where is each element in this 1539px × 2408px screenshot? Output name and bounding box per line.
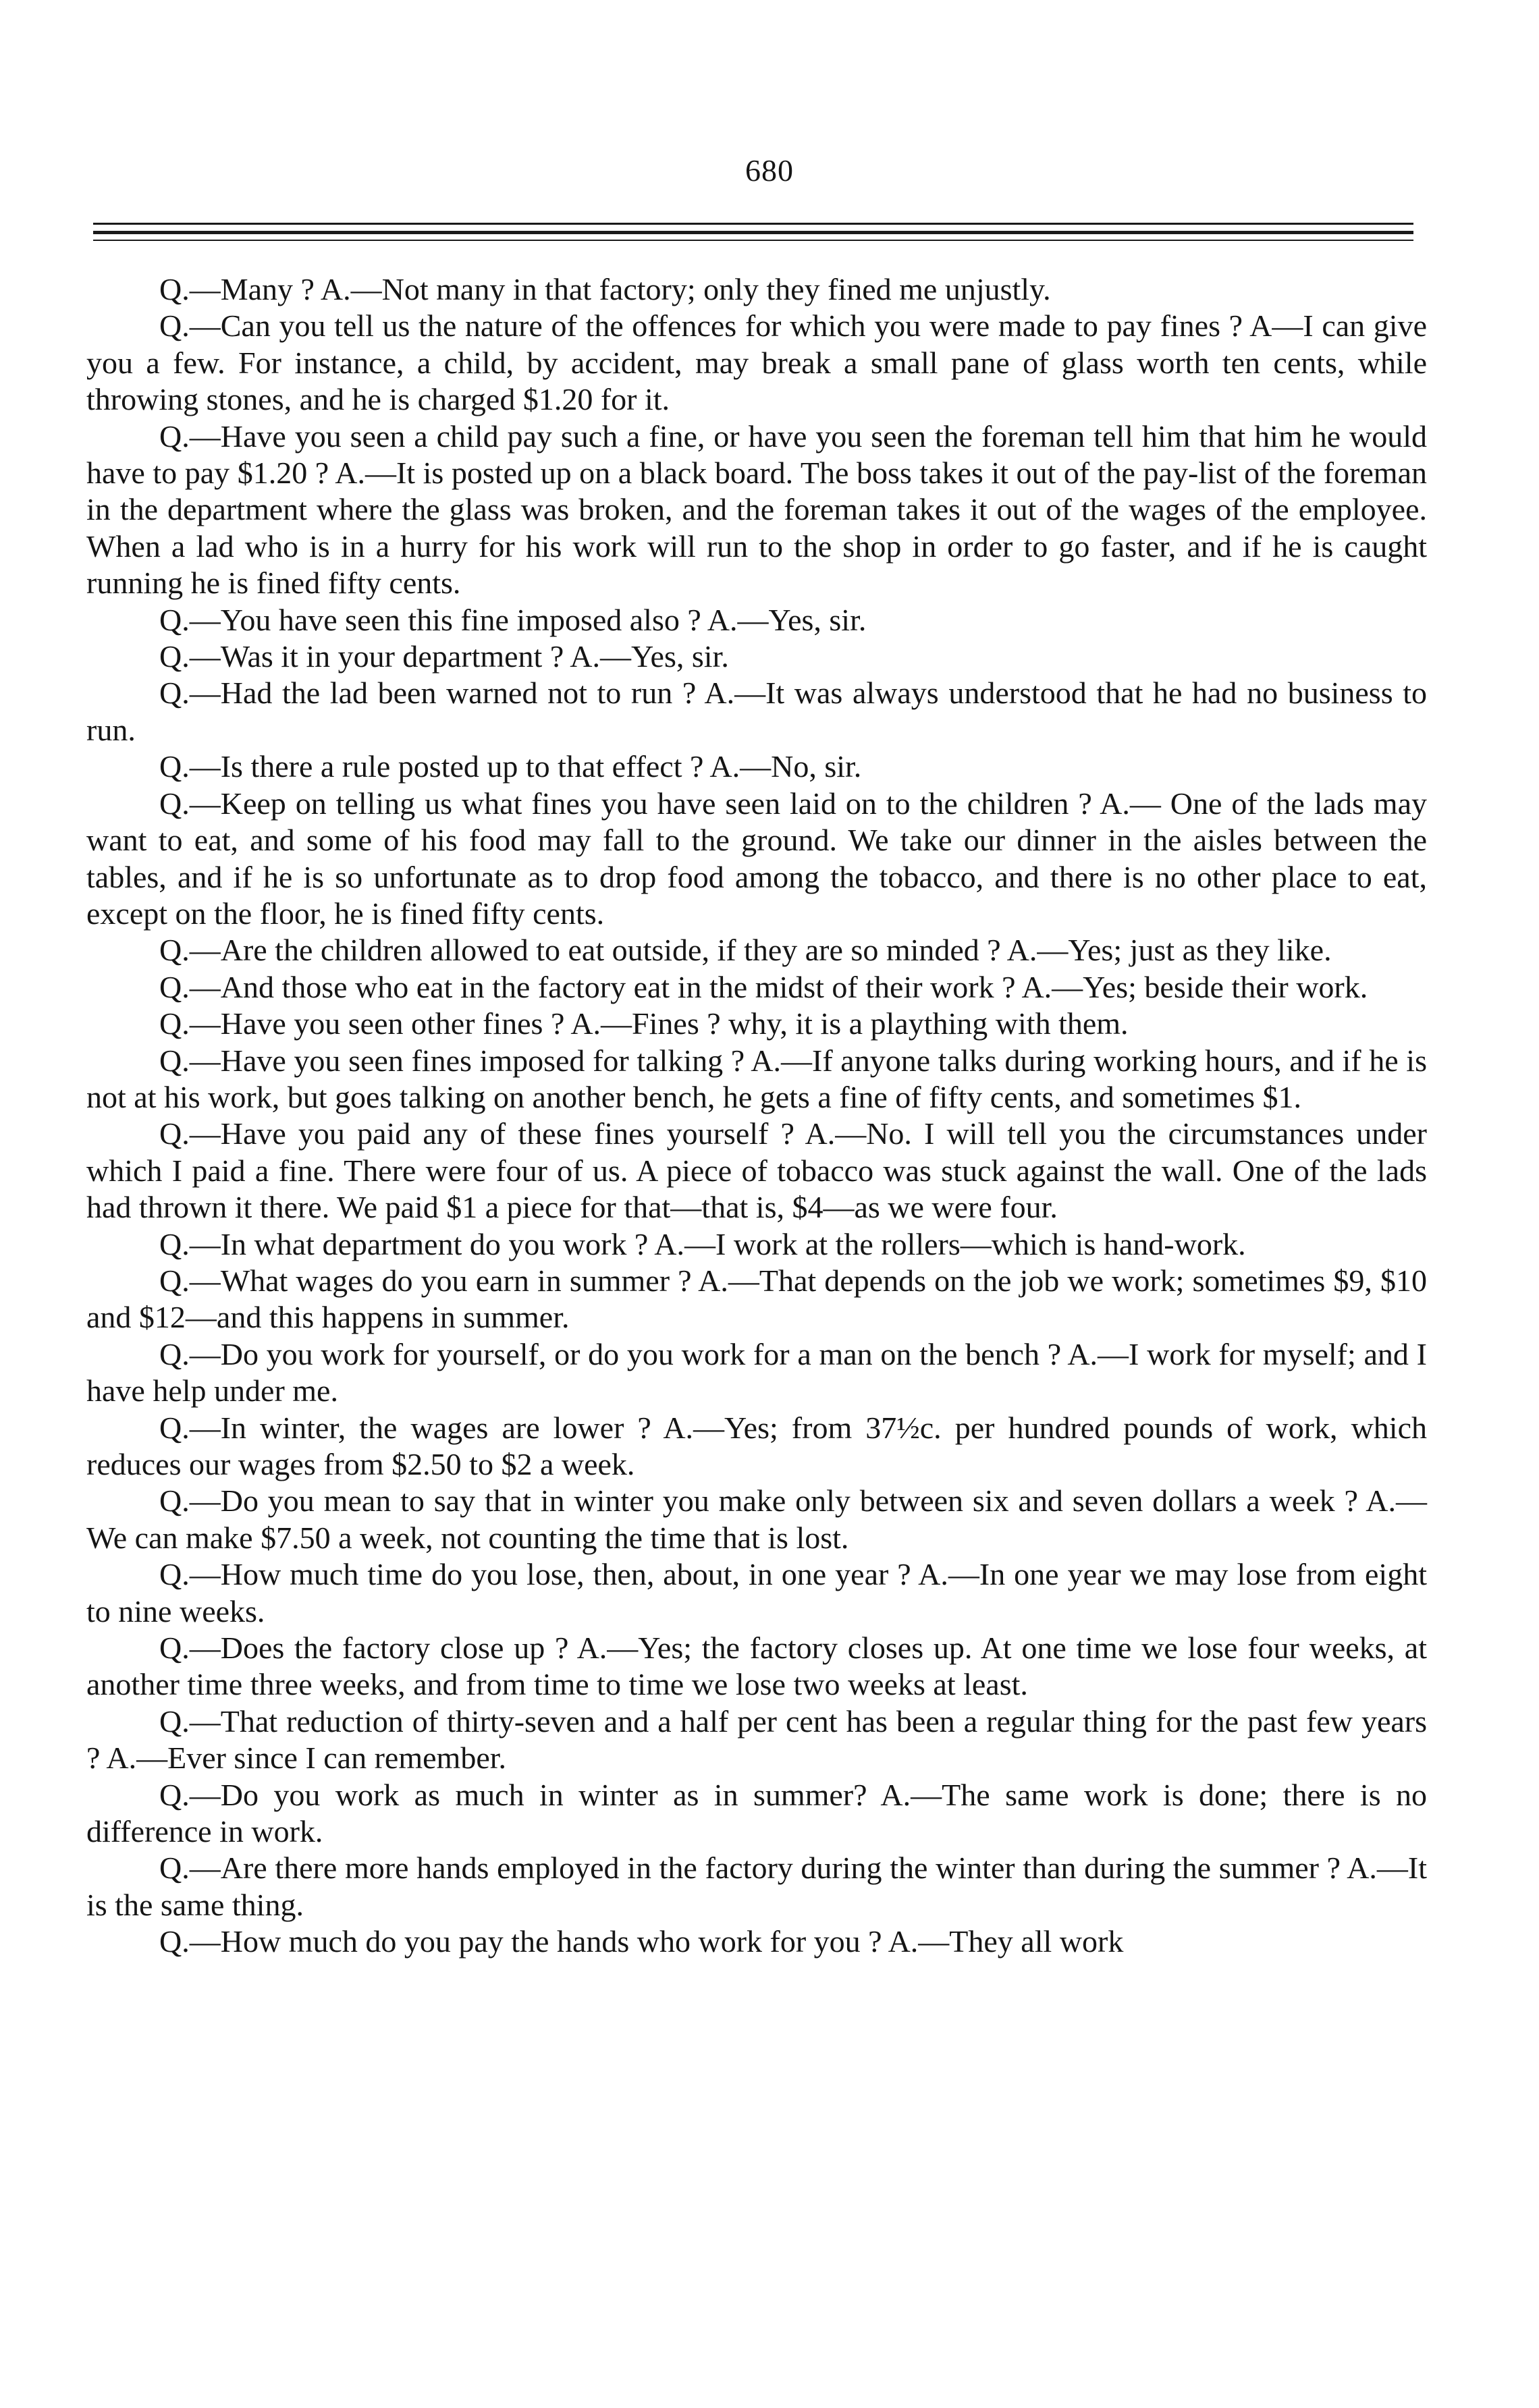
- paragraph: Q.—Many ? A.—Not many in that factory; only they fined me unjustly.: [159, 272, 1051, 306]
- paragraph: Q.—Keep on telling us what fines you have seen laid on to the children ? A.— One of the lads may want to eat, and some of his food may fall to the ground. We take our dinner in the aisles between the tables, and if he is so unfortunate as to drop food among the tobacco, and there is no other place to eat, except on the floor, he is fined fifty cents.: [86, 786, 1427, 931]
- paragraph: Q.—In winter, the wages are lower ? A.—Yes; from 37½c. per hundred pounds of work, which reduces our wages from $2.50 to $2 a week.: [86, 1410, 1427, 1481]
- paragraph: Q.—Do you work as much in winter as in summer? A.—The same work is done; there is no difference in work.: [86, 1777, 1427, 1849]
- header-rule-bottom: [93, 240, 1413, 241]
- header-rule-middle: [93, 231, 1413, 234]
- paragraph: Q.—That reduction of thirty-seven and a half per cent has been a regular thing for the past few years ? A.—Ever since I can remember.: [86, 1703, 1427, 1776]
- paragraph: Q.—Have you seen a child pay such a fine, or have you seen the foreman tell him that him he would have to pay $1.20 ? A.—It is posted up on a black board. The boss takes it out of the pay-list of the foreman in the department where the glass was broken, and the foreman takes it out of the wages of the employee. When a lad who is in a hurry for his work will run to the shop in order to go faster, and if he is caught running he is fined fifty cents.: [86, 418, 1427, 601]
- paragraph: Q.—Is there a rule posted up to that effect ? A.—No, sir.: [159, 749, 862, 784]
- paragraph: Q.—And those who eat in the factory eat in the midst of their work ? A.—Yes; beside their work.: [159, 969, 1368, 1004]
- paragraph: Q.—Have you seen other fines ? A.—Fines ? why, it is a plaything with them.: [159, 1006, 1129, 1041]
- paragraph: Q.—In what department do you work ? A.—I work at the rollers—which is hand-work.: [159, 1226, 1246, 1261]
- paragraph: Q.—How much do you pay the hands who work for you ? A.—They all work: [159, 1924, 1124, 1959]
- paragraph: Q.—How much time do you lose, then, about, in one year ? A.—In one year we may lose from eight to nine weeks.: [86, 1557, 1427, 1629]
- paragraph: Q.—What wages do you earn in summer ? A.—That depends on the job we work; sometimes $9, $10 and $12—and this happens in summer.: [86, 1263, 1427, 1335]
- paragraph: Q.—Have you paid any of these fines yourself ? A.—No. I will tell you the circumstances under which I paid a fine. There were four of us. A piece of tobacco was stuck against the wall. One of the lads had thrown it there. We paid $1 a piece for that—that is, $4—as we were four.: [86, 1116, 1427, 1225]
- testimony-text: [86, 271, 1427, 1961]
- paragraph: Q.—Had the lad been warned not to run ? A.—It was always understood that he had no business to run.: [86, 676, 1427, 747]
- header-rule-top: [93, 223, 1413, 225]
- paragraph: Q.—Have you seen fines imposed for talking ? A.—If anyone talks during working hours, and if he is not at his work, but goes talking on another bench, he gets a fine of fifty cents, and sometimes $1.: [86, 1043, 1427, 1114]
- paragraph: Q.—Are the children allowed to eat outside, if they are so minded ? A.—Yes; just as they like.: [159, 933, 1332, 968]
- paragraph: Q.—Can you tell us the nature of the offences for which you were made to pay fines ? A—I can give you a few. For instance, a child, by accident, may break a small pane of glass worth ten cents, while throwing stones, and he is charged $1.20 for it.: [86, 308, 1427, 417]
- paragraph: Q.—Are there more hands employed in the factory during the winter than during the summer ? A.—It is the same thing.: [86, 1851, 1427, 1922]
- paragraph: Q.—Does the factory close up ? A.—Yes; the factory closes up. At one time we lose four weeks, at another time three weeks, and from time to time we lose two weeks at least.: [86, 1631, 1427, 1702]
- paragraph: Q.—You have seen this fine imposed also ? A.—Yes, sir.: [159, 602, 867, 637]
- paragraph: Q.—Was it in your department ? A.—Yes, sir.: [159, 639, 729, 674]
- paragraph: Q.—Do you mean to say that in winter you make only between six and seven dollars a week ? A.—We can make $7.50 a week, not counting the time that is lost.: [86, 1483, 1427, 1555]
- paragraph: Q.—Do you work for yourself, or do you work for a man on the bench ? A.—I work for myself; and I have help under me.: [86, 1336, 1427, 1408]
- page-number: 680: [745, 153, 794, 188]
